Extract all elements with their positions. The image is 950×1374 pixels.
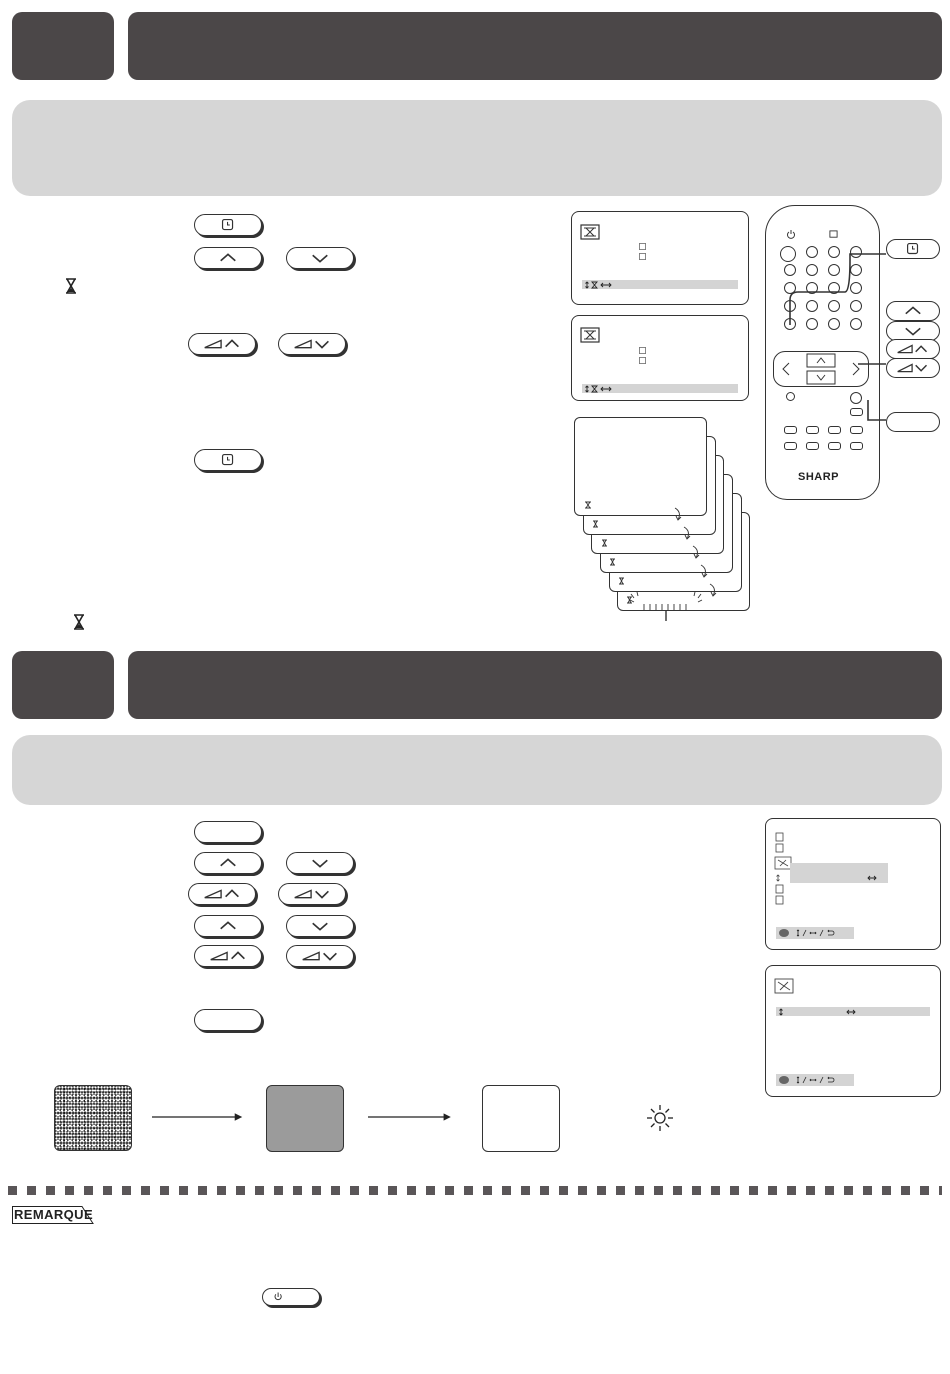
countdown-stack-details bbox=[572, 416, 762, 631]
menu-button[interactable] bbox=[194, 214, 262, 236]
navigation-arrows-icon bbox=[585, 385, 613, 393]
section-title-bar-1 bbox=[128, 12, 942, 80]
remote-key[interactable] bbox=[806, 426, 819, 434]
left-right-arrow-icon bbox=[867, 875, 877, 881]
arrow-right-2 bbox=[368, 1112, 458, 1122]
volume-down-button-3[interactable] bbox=[286, 945, 354, 967]
note-label-box bbox=[12, 1206, 94, 1224]
remote-key-2[interactable] bbox=[828, 264, 840, 276]
osd-screen-timer-menu-1 bbox=[571, 211, 749, 305]
screen-grey bbox=[266, 1085, 344, 1152]
section-intro-box-2 bbox=[12, 735, 942, 805]
channel-down-button-3[interactable] bbox=[286, 915, 354, 937]
navigation-arrows-icon bbox=[585, 281, 613, 289]
remote-key[interactable] bbox=[850, 426, 863, 434]
callout-volume-down-button bbox=[886, 358, 940, 378]
screen-noise bbox=[54, 1085, 132, 1151]
remote-key-5[interactable] bbox=[806, 282, 818, 294]
hourglass-icon-note bbox=[72, 614, 86, 630]
clock-icon bbox=[639, 347, 646, 354]
power-icon bbox=[786, 229, 796, 239]
screen-blank bbox=[482, 1085, 560, 1152]
blank-button-bottom[interactable] bbox=[194, 1009, 262, 1031]
note-label: REMARQUE bbox=[14, 1207, 94, 1222]
remote-return-key[interactable] bbox=[806, 318, 818, 330]
power-button[interactable] bbox=[262, 1288, 320, 1306]
remote-key[interactable] bbox=[850, 392, 862, 404]
remote-key-9[interactable] bbox=[806, 300, 818, 312]
remote-control bbox=[765, 205, 880, 500]
channel-up-button-3[interactable] bbox=[194, 915, 262, 937]
channel-up-button-2[interactable] bbox=[194, 852, 262, 874]
remote-key-fn[interactable] bbox=[780, 246, 796, 262]
section-number-tab-1 bbox=[12, 12, 114, 80]
callout-volume-up-button bbox=[886, 339, 940, 359]
section-title-bar-2 bbox=[128, 651, 942, 719]
callout-menu-button bbox=[886, 239, 940, 259]
remote-key[interactable] bbox=[828, 442, 841, 450]
remote-key[interactable] bbox=[850, 246, 862, 258]
remote-key[interactable] bbox=[850, 408, 863, 416]
up-down-arrow-icon bbox=[778, 1008, 784, 1016]
channel-down-button-2[interactable] bbox=[286, 852, 354, 874]
section-number-tab-2 bbox=[12, 651, 114, 719]
brand-logo: SHARP bbox=[798, 471, 840, 483]
remote-key[interactable] bbox=[806, 246, 818, 258]
remote-key[interactable] bbox=[784, 426, 797, 434]
channel-down-button[interactable] bbox=[286, 247, 354, 269]
osd-screen-timer-menu-2 bbox=[571, 315, 749, 401]
remote-nav-arrows bbox=[773, 351, 869, 387]
remote-key[interactable] bbox=[784, 442, 797, 450]
remote-key[interactable] bbox=[828, 246, 840, 258]
remote-key[interactable] bbox=[850, 442, 863, 450]
remote-key-4[interactable] bbox=[784, 282, 796, 294]
hourglass-icon bbox=[64, 278, 78, 294]
callout-up-button bbox=[886, 301, 940, 321]
osd-screen-submenu bbox=[765, 965, 941, 1097]
timer-menu-icon bbox=[580, 327, 600, 343]
help-navigation-icons bbox=[778, 928, 842, 938]
timer-menu-icon bbox=[580, 224, 600, 240]
remote-key-7[interactable] bbox=[850, 282, 862, 294]
volume-up-button[interactable] bbox=[188, 333, 256, 355]
remote-key[interactable] bbox=[786, 392, 795, 401]
callout-blank-button bbox=[886, 412, 940, 432]
remote-key-8[interactable] bbox=[784, 300, 796, 312]
volume-down-button-2[interactable] bbox=[278, 883, 346, 905]
remote-mute-key[interactable] bbox=[784, 264, 796, 276]
sun-icon bbox=[645, 1103, 675, 1133]
clock-icon bbox=[639, 243, 646, 250]
channel-up-button[interactable] bbox=[194, 247, 262, 269]
blank-button-top[interactable] bbox=[194, 821, 262, 843]
dotted-separator bbox=[8, 1186, 942, 1195]
remote-key[interactable] bbox=[828, 318, 840, 330]
tv-icon bbox=[829, 230, 838, 239]
osd-screen-menu-list bbox=[765, 818, 941, 950]
callout-down-button bbox=[886, 321, 940, 341]
section-intro-box-1 bbox=[12, 100, 942, 196]
submenu-icon bbox=[774, 978, 794, 994]
remote-key[interactable] bbox=[828, 426, 841, 434]
remote-key[interactable] bbox=[850, 300, 862, 312]
left-right-arrow-icon bbox=[846, 1009, 856, 1015]
remote-key-3[interactable] bbox=[850, 264, 862, 276]
remote-menu-key[interactable] bbox=[784, 318, 796, 330]
help-navigation-icons bbox=[778, 1075, 842, 1085]
clock-icon bbox=[639, 253, 646, 260]
remote-key-6[interactable] bbox=[828, 282, 840, 294]
remote-key[interactable] bbox=[850, 318, 862, 330]
volume-up-button-2[interactable] bbox=[188, 883, 256, 905]
menu-button-exit[interactable] bbox=[194, 449, 262, 471]
remote-key-0[interactable] bbox=[828, 300, 840, 312]
clock-icon bbox=[639, 357, 646, 364]
remote-key-1[interactable] bbox=[806, 264, 818, 276]
arrow-right-1 bbox=[152, 1112, 246, 1122]
volume-up-button-3[interactable] bbox=[194, 945, 262, 967]
volume-down-button[interactable] bbox=[278, 333, 346, 355]
remote-key[interactable] bbox=[806, 442, 819, 450]
